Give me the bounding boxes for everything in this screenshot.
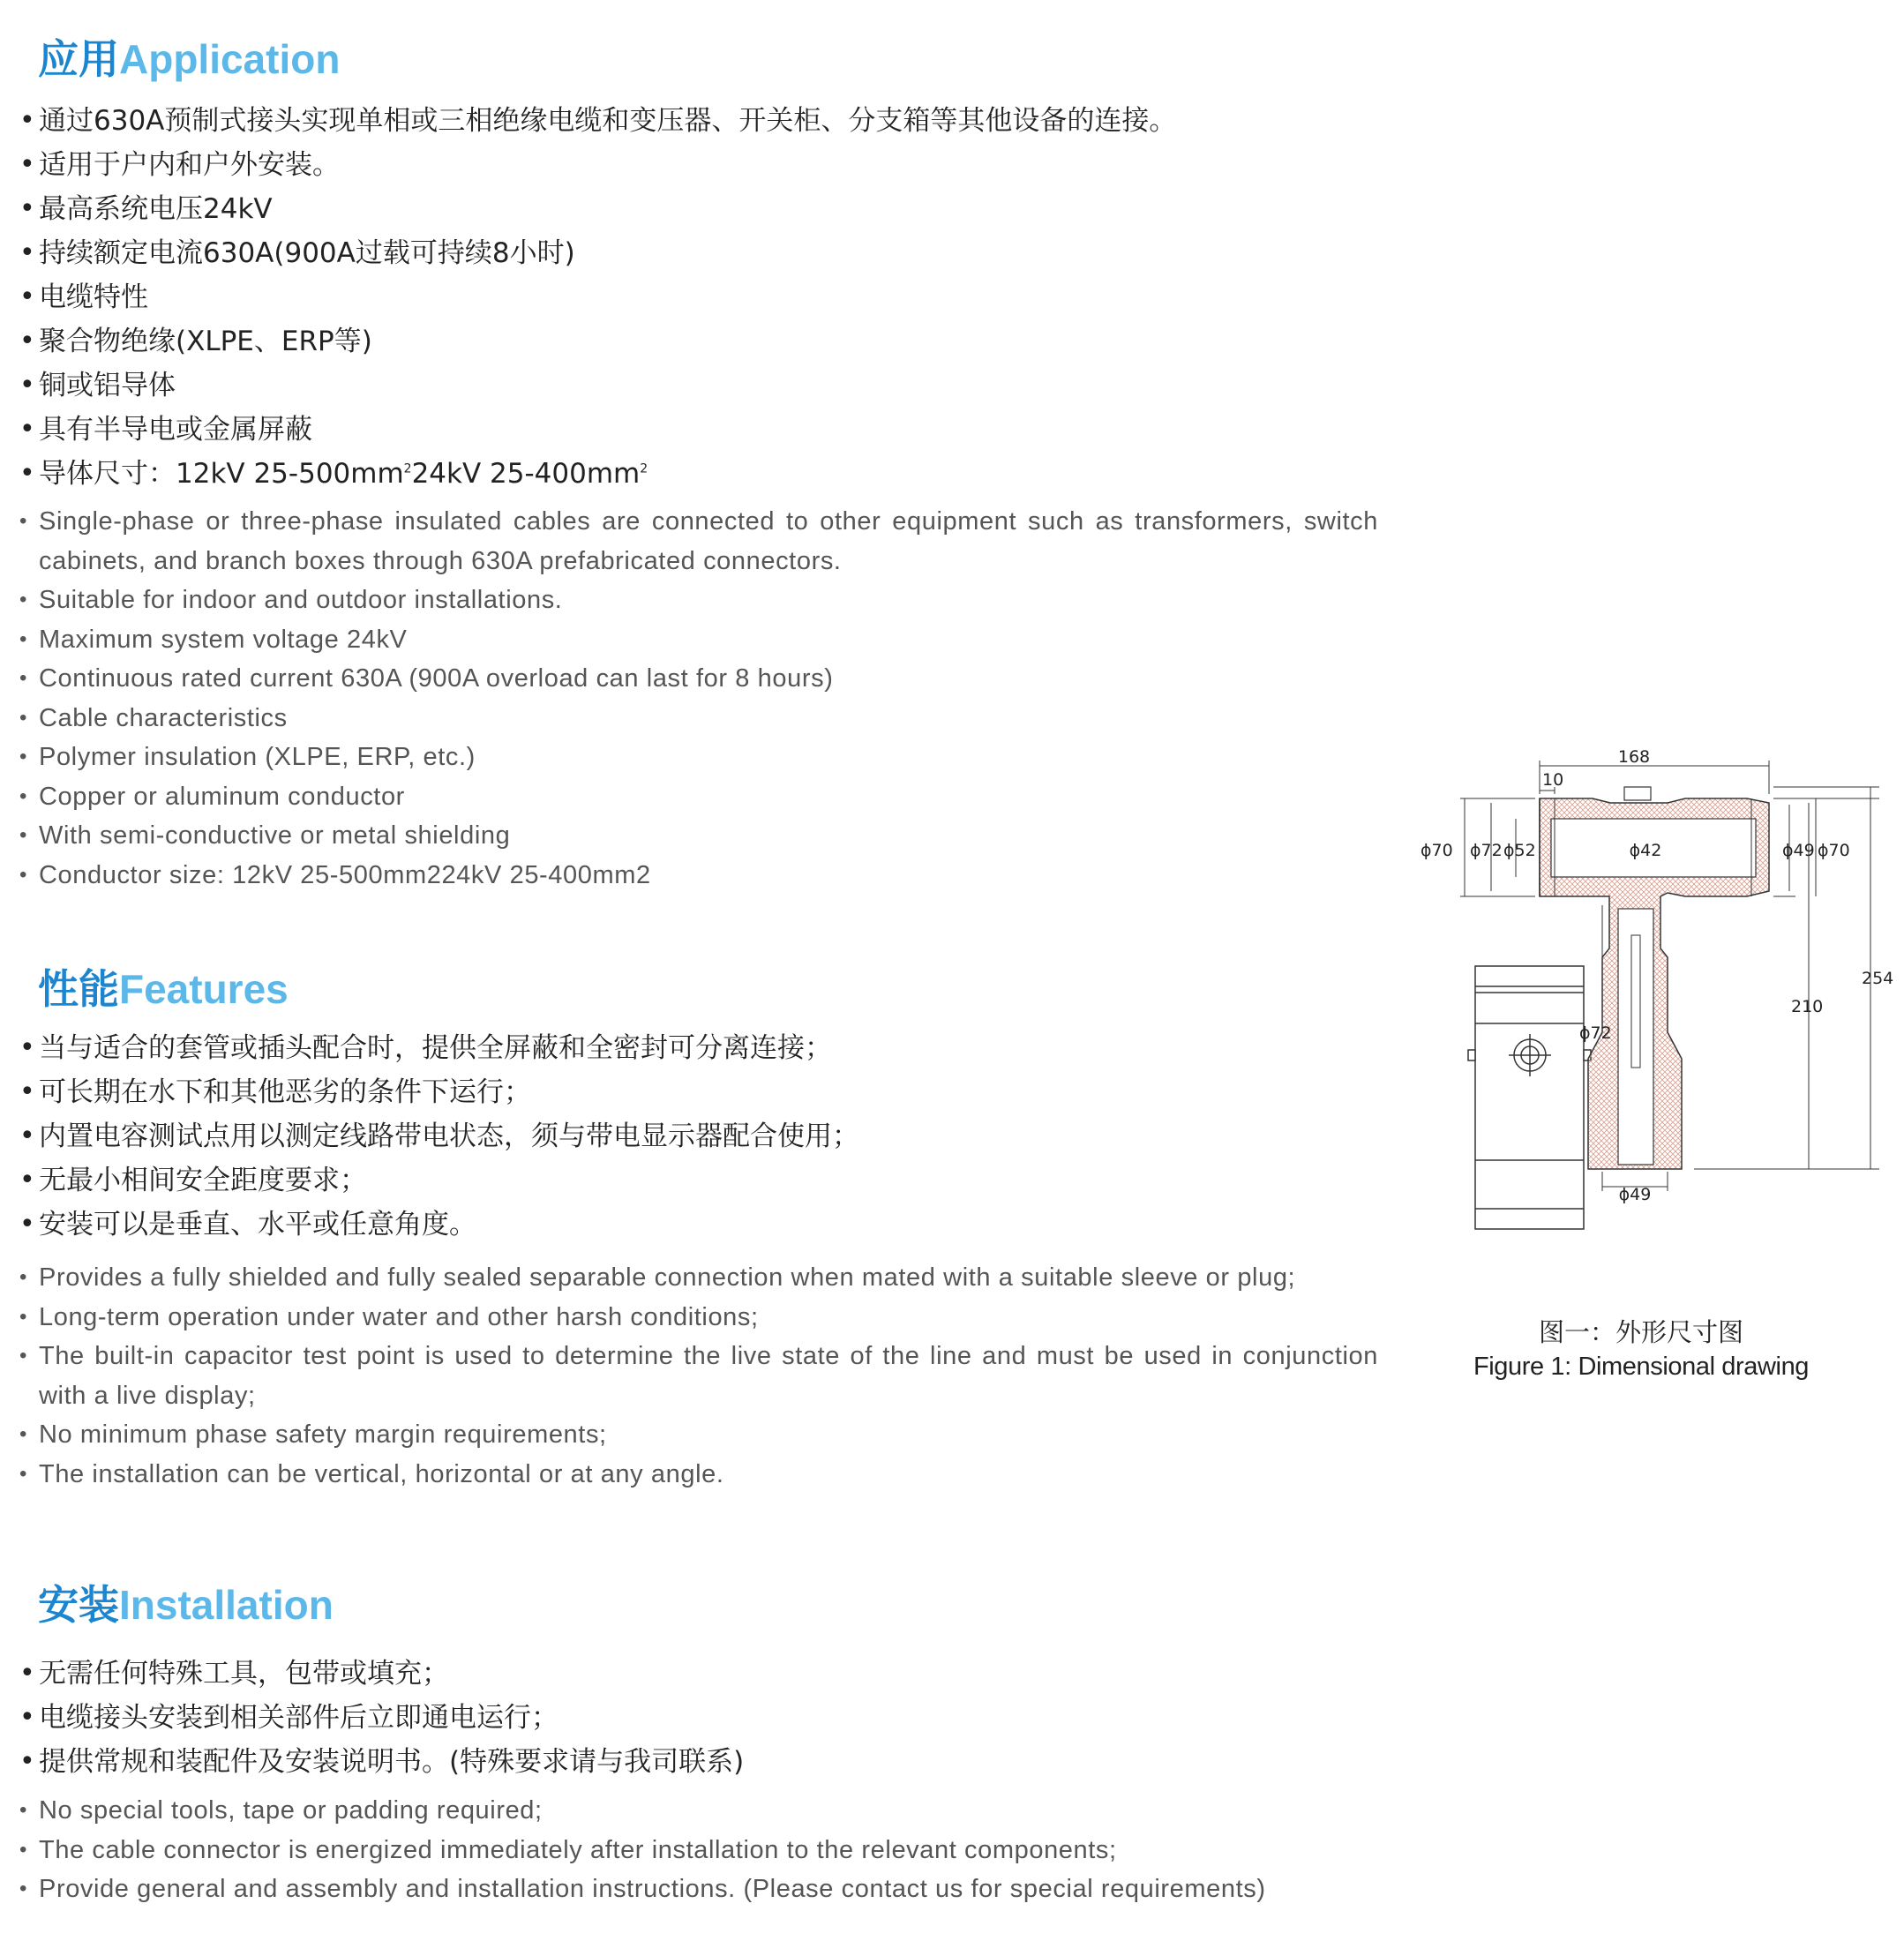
list-item: • 持续额定电流630A(900A过载可持续8小时) (19, 231, 1176, 275)
dim-phi70-left: ϕ70 (1421, 841, 1453, 860)
list-item: • Polymer insulation (XLPE, ERP, etc.) (19, 738, 1378, 777)
dim-254: 254 (1862, 969, 1894, 988)
dim-phi42: ϕ42 (1629, 841, 1662, 860)
features-en-list (19, 1258, 1378, 1494)
list-item: • Conductor size: 12kV 25-500mm224kV 25-400mm2 (19, 856, 1378, 896)
size-mid: 24kV 25-400mm (411, 458, 641, 490)
conductor-size-item (19, 452, 1176, 496)
application-heading-cn: 应用 (38, 35, 119, 83)
list-item: • 具有半导电或金属屏蔽 (19, 408, 1176, 452)
dim-phi49-bottom: ϕ49 (1618, 1185, 1652, 1204)
dim-phi52: ϕ52 (1503, 841, 1536, 860)
list-item: • Suitable for indoor and outdoor installations. (19, 581, 1378, 620)
list-item: • 当与适合的套管或插头配合时，提供全屏蔽和全密封可分离连接； (19, 1026, 859, 1070)
list-item: • Maximum system voltage 24kV (19, 620, 1378, 660)
list-item: • No minimum phase safety margin requirements; (19, 1415, 1378, 1455)
dim-phi70-right: ϕ70 (1818, 841, 1850, 860)
list-item: • Single-phase or three-phase insulated cables are connected to other equipment such as transformers, switch cabinets, and branch boxes through 630A prefabricated connectors. (19, 502, 1378, 581)
list-item: • 适用于户内和户外安装。 (19, 143, 1176, 187)
size-sup-1: 2 (403, 461, 412, 476)
application-heading (38, 35, 341, 83)
dimensional-drawing (1403, 741, 1894, 1235)
application-en-list (19, 502, 1378, 895)
list-item: • 无需任何特殊工具，包带或填充； (19, 1652, 744, 1696)
list-item: • 电缆特性 (19, 275, 1176, 319)
size-prefix: 导体尺寸：12kV 25-500mm (39, 458, 404, 490)
list-item: • 提供常规和装配件及安装说明书。(特殊要求请与我司联系) (19, 1740, 744, 1784)
installation-en-list (19, 1791, 1378, 1909)
dim-phi72-left: ϕ72 (1470, 841, 1503, 860)
side-view (1468, 966, 1591, 1229)
list-item: • Provides a fully shielded and fully sealed separable connection when mated with a suitable sleeve or plug; (19, 1258, 1378, 1298)
list-item: • No special tools, tape or padding required; (19, 1791, 1378, 1831)
figure-caption-cn: 图一：外形尺寸图 (1538, 1317, 1743, 1347)
dim-10: 10 (1542, 770, 1564, 790)
list-item: • With semi-conductive or metal shielding (19, 816, 1378, 856)
list-item: • Cable characteristics (19, 699, 1378, 738)
list-item: • 通过630A预制式接头实现单相或三相绝缘电缆和变压器、开关柜、分支箱等其他设备的连接。 (19, 99, 1176, 143)
installation-heading-en: Installation (119, 1582, 334, 1628)
dim-210: 210 (1791, 997, 1824, 1016)
list-item: • 铜或铝导体 (19, 363, 1176, 408)
list-item: • The built-in capacitor test point is used to determine the live state of the line and must be used in conjunction with a live display; (19, 1337, 1378, 1415)
list-item: • 电缆接头安装到相关部件后立即通电运行； (19, 1696, 744, 1740)
list-item: • Copper or aluminum conductor (19, 777, 1378, 817)
figure-caption-en: Figure 1: Dimensional drawing (1473, 1353, 1810, 1381)
installation-cn-list (19, 1652, 744, 1784)
list-item: • 聚合物绝缘(XLPE、ERP等) (19, 319, 1176, 363)
connector-drawing (1403, 741, 1894, 1235)
list-item: • Continuous rated current 630A (900A overload can last for 8 hours) (19, 659, 1378, 699)
features-cn-list (19, 1026, 859, 1247)
list-item: • 最高系统电压24kV (19, 187, 1176, 231)
list-item: • The installation can be vertical, horizontal or at any angle. (19, 1455, 1378, 1495)
installation-heading-cn: 安装 (38, 1581, 119, 1629)
features-heading (38, 965, 289, 1013)
dim-phi49-right: ϕ49 (1782, 841, 1815, 860)
dim-phi72-mid: ϕ72 (1579, 1023, 1612, 1043)
application-heading-en: Application (119, 36, 341, 82)
list-item: • 内置电容测试点用以测定线路带电状态，须与带电显示器配合使用； (19, 1114, 859, 1158)
features-heading-en: Features (119, 966, 289, 1012)
list-item: • The cable connector is energized immediately after installation to the relevant components; (19, 1831, 1378, 1870)
installation-heading (38, 1581, 334, 1629)
list-item: • Long-term operation under water and other harsh conditions; (19, 1298, 1378, 1338)
list-item: • 无最小相间安全距度要求； (19, 1158, 859, 1203)
list-item: • Provide general and assembly and installation instructions. (Please contact us for special requirements) (19, 1870, 1378, 1909)
dim-168: 168 (1617, 747, 1651, 767)
list-item: • 安装可以是垂直、水平或任意角度。 (19, 1203, 859, 1247)
size-sup-2: 2 (640, 461, 648, 476)
list-item: • 可长期在水下和其他恶劣的条件下运行； (19, 1070, 859, 1114)
application-cn-list (19, 99, 1176, 496)
features-heading-cn: 性能 (38, 965, 119, 1013)
